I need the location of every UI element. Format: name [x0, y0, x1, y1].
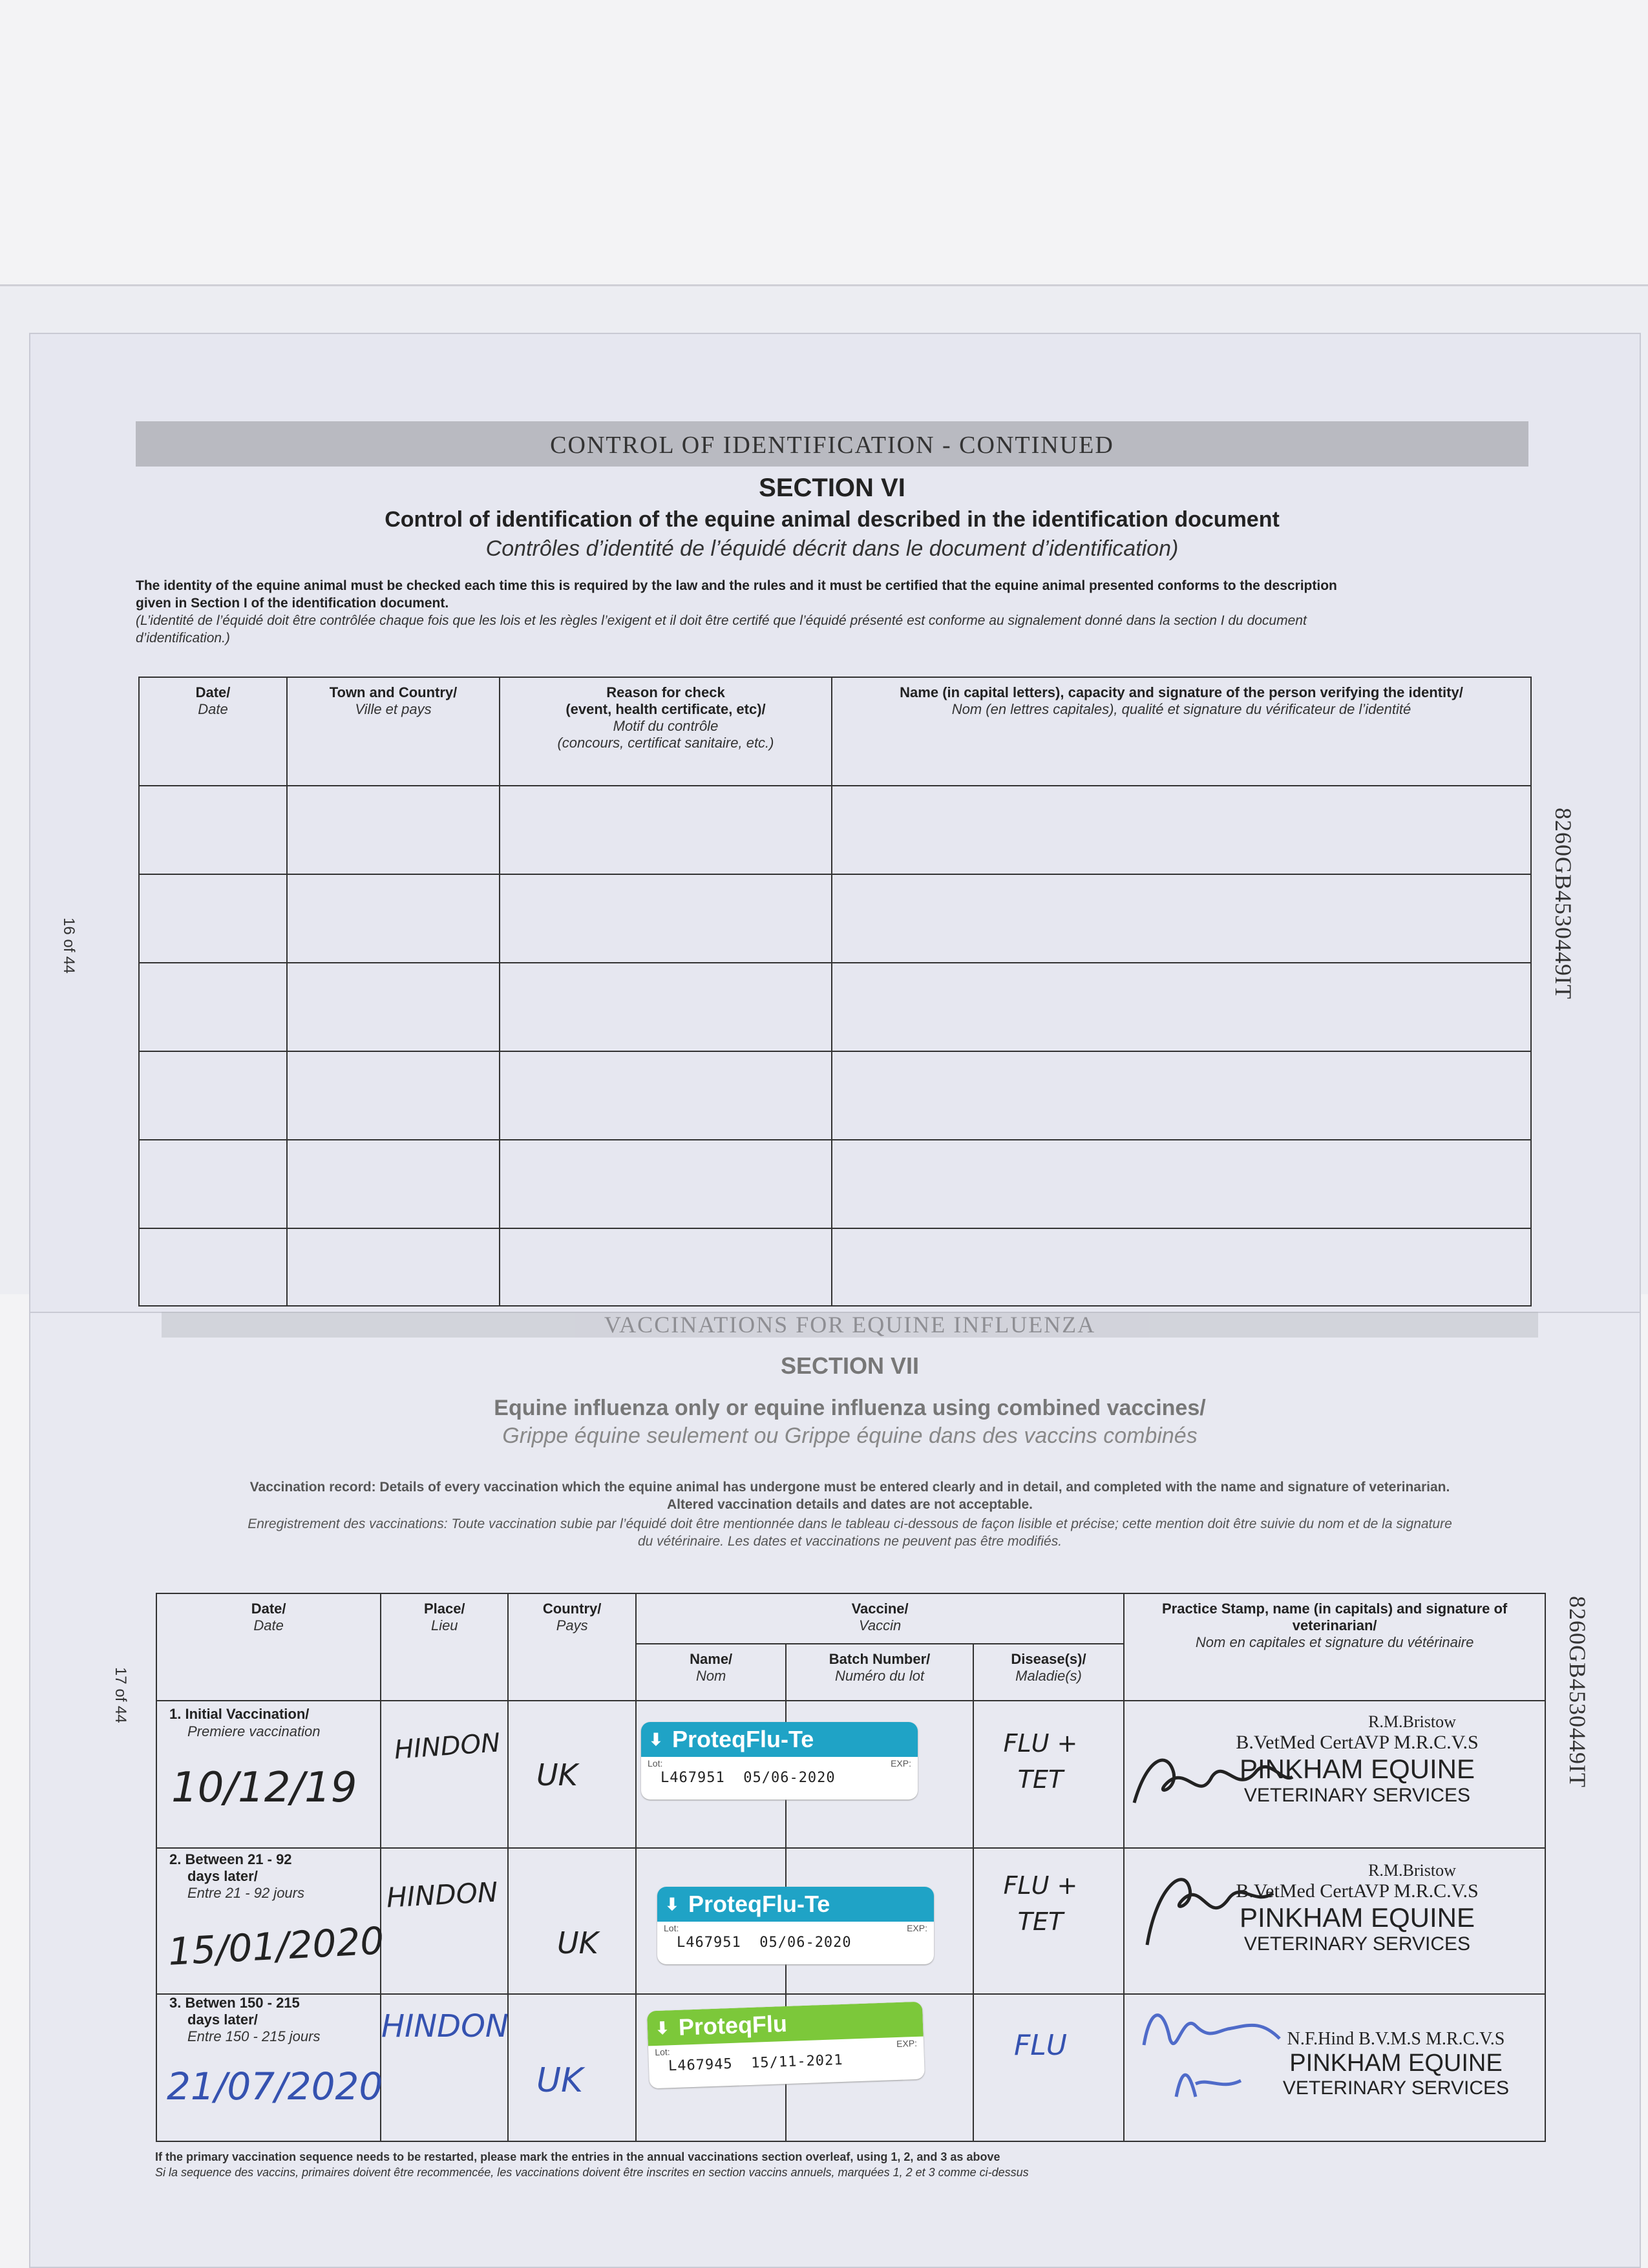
arrow-icon: ⬇ — [665, 1895, 679, 1914]
cell[interactable] — [287, 874, 500, 963]
row2-date: 15/01/2020 — [167, 1918, 385, 1974]
bottom-para-en-1: Vaccination record: Details of every vaccination which the equine animal has undergone must be entered clearly and in detail, and completed with the name and signature of veterinarian. — [249, 1480, 1450, 1495]
vh-country-fr: Pays — [556, 1617, 588, 1633]
row3-lot: L467945 — [668, 2055, 734, 2075]
row2-disease: FLU + TET — [1003, 1871, 1078, 1936]
col-town-header — [287, 677, 500, 786]
row2-country: UK — [557, 1926, 598, 1960]
lot-label: Lot: — [654, 2046, 670, 2058]
row3-label-fr: Entre 150 - 215 jours — [187, 2028, 321, 2044]
cell[interactable] — [139, 874, 287, 963]
exp-label: EXP: — [907, 1923, 927, 1933]
vh-stamp-fr: Nom en capitales et signature du vétérinaire — [1195, 1634, 1474, 1650]
col-country-header — [508, 1593, 636, 1701]
row1-vet-stamp — [1176, 1712, 1538, 1807]
vh-place-en: Place/ — [423, 1601, 465, 1617]
bottom-footnote-en: If the primary vaccination sequence needs to be restarted, please mark the entries in the annual vaccinations section overleaf, using 1, 2, and 3 as above — [155, 2150, 1000, 2163]
row1-disease: FLU + TET — [1003, 1729, 1078, 1794]
row1-practice: PINKHAM EQUINE — [1239, 1754, 1475, 1784]
col-date-en: Date/ — [195, 684, 231, 700]
vh-batch-fr: Numéro du lot — [834, 1668, 925, 1684]
row2-services: VETERINARY SERVICES — [1243, 1933, 1471, 1955]
row3-label-en2: days later/ — [187, 2011, 258, 2028]
top-title-fr: Contrôles d’identité de l’équidé décrit dans le document d’identification) — [485, 536, 1179, 561]
top-title-en: Control of identification of the equine animal described in the identification document — [385, 507, 1280, 532]
row3-vet-stamp — [1254, 2029, 1538, 2099]
row1-lot: L467951 — [660, 1770, 725, 1786]
cell[interactable] — [287, 1051, 500, 1140]
row2-place: HINDON — [385, 1876, 499, 1914]
top-para-fr-1: (L’identité de l’équidé doit être contrôlée chaque fois que les lois et les règles l’exigent et il doit être certifé que l’équidé présenté est conforme au signalement donné dans la section I du document — [136, 613, 1307, 628]
cell[interactable] — [287, 786, 500, 874]
row3-place: HINDON — [381, 2008, 509, 2044]
row1-lot-value — [641, 1770, 918, 1786]
bottom-serial-number: 8260GB4530449IT — [1565, 1596, 1590, 1788]
arrow-icon: ⬇ — [655, 2018, 670, 2039]
cell[interactable] — [508, 1848, 636, 1994]
row1-vet-qual: B.VetMed CertAVP M.R.C.V.S — [1236, 1732, 1479, 1753]
vh-place-fr: Lieu — [430, 1617, 458, 1633]
row1-lot-line — [641, 1757, 918, 1770]
row3-services: VETERINARY SERVICES — [1282, 2077, 1510, 2099]
col-date-fr: Date — [198, 701, 228, 717]
row3-label-en: 3. Betwen 150 - 215 — [169, 1995, 300, 2011]
row1-brand-text: ProteqFlu-Te — [672, 1726, 814, 1752]
row1-label-en: 1. Initial Vaccination/ — [169, 1706, 310, 1722]
bottom-para-fr-2: du vétérinaire. Les dates et vaccinations ne peuvent pas être modifiés. — [637, 1534, 1062, 1549]
vh-stamp-en2: veterinarian/ — [1292, 1617, 1377, 1633]
cell[interactable] — [832, 1140, 1531, 1228]
vh-batch-en: Batch Number/ — [829, 1651, 931, 1667]
row3-exp: 15/11-2021 — [750, 2052, 843, 2072]
row3-date: 21/07/2020 — [167, 2064, 383, 2108]
col-town-en: Town and Country/ — [329, 684, 458, 700]
top-para-en-1: The identity of the equine animal must be checked each time this is required by the law and the rules and it must be certified that the equine animal presented conforms to the description — [136, 578, 1337, 593]
vh-vaccine-en: Vaccine/ — [851, 1601, 909, 1617]
cell[interactable] — [139, 1228, 287, 1306]
row1-vaccine-label — [641, 1722, 918, 1800]
cell[interactable] — [973, 1994, 1124, 2141]
vh-country-en: Country/ — [542, 1601, 602, 1617]
col-batch-header — [786, 1644, 973, 1701]
vh-disease-fr: Maladie(s) — [1015, 1668, 1082, 1684]
bottom-banner: VACCINATIONS FOR EQUINE INFLUENZA — [162, 1312, 1538, 1338]
vh-name-en: Name/ — [690, 1651, 733, 1667]
row2-lot: L467951 — [677, 1935, 741, 1951]
row3-vaccine-label — [647, 2002, 925, 2089]
col-reason-header — [500, 677, 832, 786]
row2-vet-name: R.M.Bristow — [1368, 1861, 1456, 1880]
top-page-number: 16 of 44 — [60, 918, 78, 974]
row1-date: 10/12/19 — [171, 1764, 357, 1812]
col-reason-fr: Motif du contrôle — [613, 718, 719, 734]
col-vaccine-header — [636, 1593, 1124, 1644]
top-banner: CONTROL OF IDENTIFICATION - CONTINUED — [136, 421, 1528, 467]
row1-country: UK — [536, 1758, 578, 1792]
row2-practice: PINKHAM EQUINE — [1239, 1902, 1475, 1933]
col-stamp-header — [1124, 1593, 1545, 1701]
table-row — [139, 1051, 1531, 1140]
exp-label: EXP: — [896, 2037, 918, 2050]
bottom-title-fr: Grippe équine seulement ou Grippe équine dans des vaccins combinés — [502, 1423, 1198, 1448]
cell[interactable] — [381, 1701, 508, 1848]
col-verifier-fr: Nom (en lettres capitales), qualité et signature du vérificateur de l’identité — [951, 701, 1411, 717]
col-verifier-en: Name (in capital letters), capacity and signature of the person verifying the identity/ — [900, 684, 1463, 700]
col-date-header — [156, 1593, 381, 1701]
cell[interactable] — [500, 1228, 832, 1306]
cell[interactable] — [287, 1228, 500, 1306]
col-date-header — [139, 677, 287, 786]
row1-exp: 05/06-2020 — [743, 1770, 836, 1786]
row2-label-fr: Entre 21 - 92 jours — [187, 1885, 304, 1901]
row2-label-en2: days later/ — [187, 1868, 258, 1884]
cell[interactable] — [287, 1140, 500, 1228]
col-reason-fr2: (concours, certificat sanitaire, etc.) — [557, 735, 774, 751]
vaccination-header-row-1 — [156, 1593, 1545, 1644]
cell[interactable] — [832, 874, 1531, 963]
row1-place: HINDON — [393, 1728, 502, 1765]
cell[interactable] — [832, 1228, 1531, 1306]
table-row — [139, 1140, 1531, 1228]
table-row — [139, 963, 1531, 1051]
top-section-heading: SECTION VI — [759, 474, 905, 502]
vh-name-fr: Nom — [695, 1668, 726, 1684]
cell[interactable] — [381, 1848, 508, 1994]
col-verifier-header — [832, 677, 1531, 786]
row1-label-fr: Premiere vaccination — [187, 1723, 321, 1739]
cell[interactable] — [139, 1140, 287, 1228]
vh-disease-en: Disease(s)/ — [1011, 1651, 1086, 1667]
bottom-title-en: Equine influenza only or equine influenza using combined vaccines/ — [494, 1396, 1206, 1420]
row1-vaccine-brand — [641, 1722, 918, 1757]
cell[interactable] — [287, 963, 500, 1051]
cell[interactable] — [139, 786, 287, 874]
row2-brand-text: ProteqFlu-Te — [688, 1891, 830, 1917]
row2-lot-value — [657, 1935, 934, 1951]
row1-services: VETERINARY SERVICES — [1243, 1785, 1471, 1806]
identity-check-header-row — [139, 677, 1531, 786]
cell[interactable] — [500, 1140, 832, 1228]
top-para-en-2: given in Section I of the identification document. — [136, 596, 449, 611]
cell[interactable] — [500, 1051, 832, 1140]
lot-label: Lot: — [664, 1923, 679, 1933]
bottom-para-en-2: Altered vaccination details and dates are not acceptable. — [666, 1497, 1033, 1512]
row3-vet-qual: N.F.Hind B.V.M.S M.R.C.V.S — [1287, 2029, 1505, 2049]
vh-stamp-en: Practice Stamp, name (in capitals) and signature of — [1162, 1601, 1508, 1617]
row2-label-en: 2. Between 21 - 92 — [169, 1851, 292, 1867]
row2-vet-qual: B.VetMed CertAVP M.R.C.V.S — [1236, 1880, 1479, 1902]
row2-exp: 05/06-2020 — [759, 1935, 852, 1951]
cell[interactable] — [139, 1051, 287, 1140]
table-row — [139, 1228, 1531, 1306]
lot-label: Lot: — [648, 1758, 663, 1769]
bottom-footnote-fr: Si la sequence des vaccins, primaires doivent être recommencée, les vaccinations doivent être inscrites en section vaccins annuels, marquées 1, 2 et 3 comme ci-dessus — [155, 2166, 1029, 2179]
row1-vet-name: R.M.Bristow — [1368, 1712, 1456, 1731]
identity-check-table — [138, 677, 1532, 1307]
cell[interactable] — [832, 786, 1531, 874]
cell[interactable] — [500, 874, 832, 963]
cell[interactable] — [832, 1051, 1531, 1140]
row2-vaccine-label — [657, 1887, 934, 1964]
cell[interactable] — [832, 963, 1531, 1051]
vh-date-fr: Date — [253, 1617, 284, 1633]
bottom-page-number: 17 of 44 — [112, 1667, 129, 1723]
col-place-header — [381, 1593, 508, 1701]
row3-brand-text: ProteqFlu — [678, 2010, 788, 2041]
col-disease-header — [973, 1644, 1124, 1701]
bottom-para-fr-1: Enregistrement des vaccinations: Toute vaccination subie par l’équidé doit être mentionnée dans le tableau ci-dessous de façon lisible et précise; cette mention doit être suivie du nom et de la signature — [248, 1517, 1452, 1531]
top-serial-number: 8260GB4530449IT — [1550, 808, 1576, 1000]
row2-lot-line — [657, 1922, 934, 1935]
table-row — [139, 874, 1531, 963]
cell[interactable] — [500, 963, 832, 1051]
top-para-fr-2: d’identification.) — [136, 631, 230, 646]
bottom-section-heading: SECTION VII — [780, 1352, 920, 1379]
exp-label: EXP: — [891, 1758, 911, 1769]
table-row — [139, 786, 1531, 874]
row3-disease: FLU — [1013, 2029, 1068, 2062]
col-name-header — [636, 1644, 786, 1701]
row3-practice: PINKHAM EQUINE — [1289, 2050, 1503, 2077]
row2-vaccine-brand — [657, 1887, 934, 1922]
cell[interactable] — [139, 963, 287, 1051]
cell[interactable] — [500, 786, 832, 874]
col-reason-en: Reason for check — [606, 684, 725, 700]
col-town-fr: Ville et pays — [355, 701, 432, 717]
row3-country: UK — [536, 2061, 584, 2100]
vh-date-en: Date/ — [251, 1601, 286, 1617]
vh-vaccine-fr: Vaccin — [859, 1617, 902, 1633]
row2-vet-stamp — [1176, 1861, 1538, 1955]
arrow-icon: ⬇ — [649, 1730, 663, 1749]
col-reason-en2: (event, health certificate, etc)/ — [565, 701, 766, 717]
